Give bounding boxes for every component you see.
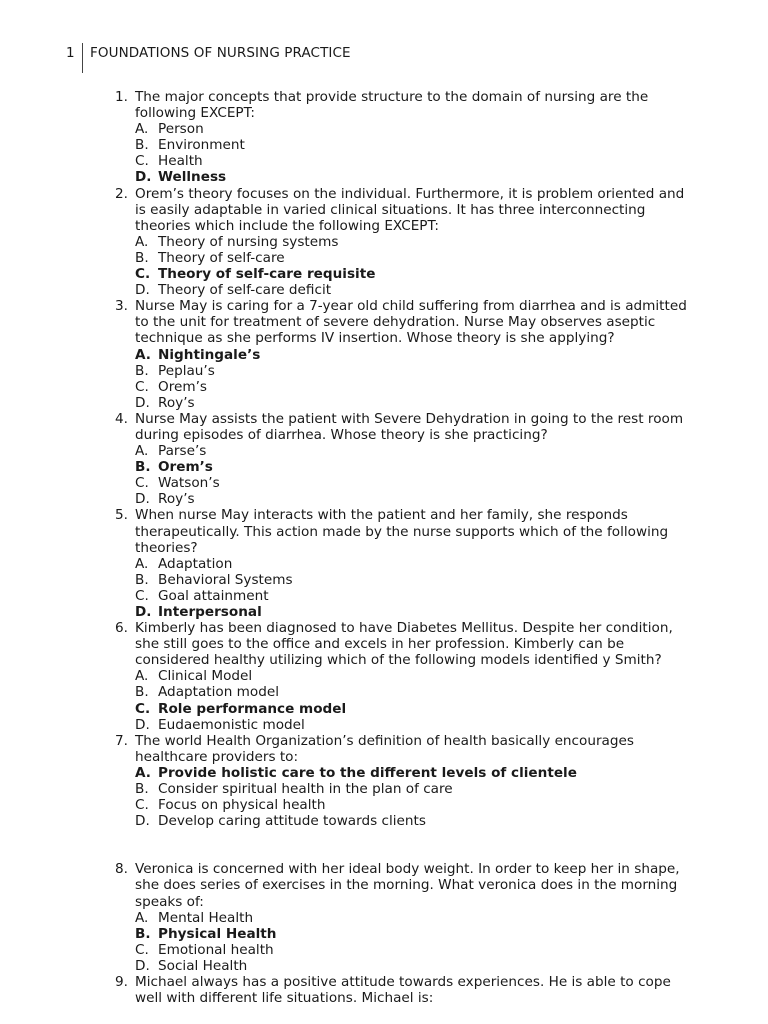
option-letter: A.	[135, 764, 151, 781]
question-stem: When nurse May interacts with the patient and her family, she responds therapeutically. This action made by the nurse supports which of the following theories?	[135, 507, 669, 556]
question-number: 8.	[115, 861, 128, 878]
answer-option	[135, 153, 688, 169]
question-item	[108, 89, 688, 186]
option-letter: D.	[135, 604, 152, 620]
answer-option	[135, 813, 688, 829]
answer-option	[135, 781, 688, 797]
option-text: Mental Health	[158, 909, 254, 926]
option-letter: C.	[135, 475, 149, 492]
answer-option	[135, 121, 688, 137]
header-divider	[82, 43, 83, 73]
option-letter: C.	[135, 378, 149, 395]
answer-option	[135, 556, 688, 572]
option-text: Roy’s	[158, 491, 195, 508]
answer-option	[135, 797, 688, 813]
answer-option	[135, 910, 688, 926]
answer-option	[135, 234, 688, 250]
answer-option-correct	[135, 604, 688, 620]
option-letter: D.	[135, 169, 152, 186]
option-letter: B.	[135, 781, 149, 798]
option-letter: C.	[135, 266, 151, 283]
question-item	[108, 620, 688, 733]
answer-option	[135, 443, 688, 459]
question-item	[108, 861, 688, 974]
option-letter: B.	[135, 684, 149, 701]
question-item	[108, 507, 688, 620]
answer-option	[135, 717, 688, 733]
page-number: 1	[66, 45, 75, 61]
option-text: Clinical Model	[158, 668, 253, 685]
option-text: Emotional health	[158, 941, 274, 958]
option-text: Theory of nursing systems	[158, 233, 339, 250]
question-stem: Nurse May assists the patient with Severe Dehydration in going to the rest room during episodes of diarrhea. Whose theory is she practicing?	[135, 410, 684, 443]
question-number: 9.	[115, 973, 128, 990]
option-text: Health	[158, 153, 203, 170]
answer-option	[135, 475, 688, 491]
answer-option	[135, 572, 688, 588]
option-text: Environment	[158, 137, 245, 154]
option-text: Orem’s	[158, 459, 213, 476]
option-letter: C.	[135, 941, 149, 958]
option-letter: C.	[135, 797, 149, 814]
answer-option-correct	[135, 926, 688, 942]
option-letter: D.	[135, 957, 150, 974]
option-text: Roy’s	[158, 394, 195, 411]
option-text: Nightingale’s	[158, 346, 261, 363]
option-text: Watson’s	[158, 475, 220, 492]
question-number: 1.	[115, 89, 128, 105]
option-letter: B.	[135, 137, 149, 154]
option-letter: A.	[135, 909, 149, 926]
option-letter: D.	[135, 394, 150, 411]
answer-option	[135, 942, 688, 958]
question-number: 3.	[115, 298, 128, 315]
option-text: Goal attainment	[158, 587, 269, 604]
option-letter: C.	[135, 700, 151, 717]
option-letter: A.	[135, 121, 149, 138]
page-title: FOUNDATIONS OF NURSING PRACTICE	[90, 45, 351, 61]
option-letter: B.	[135, 362, 149, 379]
option-text: Person	[158, 121, 204, 138]
option-letter: D.	[135, 282, 150, 299]
page-header	[66, 43, 351, 73]
answer-option	[135, 395, 688, 411]
option-text: Parse’s	[158, 443, 207, 460]
answer-option	[135, 250, 688, 266]
question-number: 6.	[115, 620, 128, 637]
option-text: Wellness	[158, 169, 227, 186]
option-text: Physical Health	[158, 925, 277, 942]
option-letter: C.	[135, 587, 149, 604]
option-letter: A.	[135, 555, 149, 572]
question-item	[108, 186, 688, 299]
option-letter: D.	[135, 491, 150, 508]
option-letter: D.	[135, 813, 150, 830]
option-letter: D.	[135, 716, 150, 733]
answer-option-correct	[135, 169, 688, 185]
option-letter: A.	[135, 233, 149, 250]
section-spacer	[108, 829, 688, 861]
question-stem: The major concepts that provide structure to the domain of nursing are the following EXCEPT:	[135, 89, 649, 122]
option-text: Orem’s	[158, 378, 207, 395]
answer-option-correct	[135, 765, 688, 781]
answer-option	[135, 668, 688, 684]
option-letter: B.	[135, 571, 149, 588]
option-text: Provide holistic care to the different levels of clientele	[158, 764, 577, 781]
answer-option	[135, 958, 688, 974]
question-number: 5.	[115, 507, 128, 524]
answer-option	[135, 588, 688, 604]
answer-option	[135, 379, 688, 395]
option-text: Develop caring attitude towards clients	[158, 813, 426, 830]
question-stem: The world Health Organization’s definition of health basically encourages healthcare providers to:	[135, 732, 634, 765]
answer-option-correct	[135, 266, 688, 282]
option-text: Social Health	[158, 957, 248, 974]
answer-option-correct	[135, 347, 688, 363]
option-letter: A.	[135, 346, 151, 363]
question-number: 4.	[115, 410, 128, 427]
answer-option-correct	[135, 701, 688, 717]
question-stem: Kimberly has been diagnosed to have Diabetes Mellitus. Despite her condition, she still goes to the office and excels in her profession. Kimberly can be considered healthy utilizing which of the following models identified y Smith?	[135, 620, 673, 669]
question-item	[108, 298, 688, 411]
question-item	[108, 733, 688, 830]
question-stem: Orem’s theory focuses on the individual. Furthermore, it is problem oriented and is easily adaptable in varied clinical situations. It has three interconnecting theories which include the following EXCEPT:	[135, 185, 685, 234]
option-letter: B.	[135, 925, 151, 942]
answer-option	[135, 137, 688, 153]
option-text: Theory of self-care deficit	[158, 282, 332, 299]
option-letter: C.	[135, 153, 149, 170]
option-letter: B.	[135, 459, 151, 476]
answer-option-correct	[135, 459, 688, 475]
answer-option	[135, 491, 688, 507]
question-item	[108, 411, 688, 508]
question-number: 7.	[115, 732, 128, 749]
question-item	[108, 974, 688, 1006]
option-text: Theory of self-care	[158, 249, 285, 266]
option-letter: A.	[135, 443, 149, 460]
option-text: Theory of self-care requisite	[158, 266, 376, 283]
option-text: Peplau’s	[158, 362, 215, 379]
option-text: Consider spiritual health in the plan of care	[158, 781, 453, 798]
option-text: Adaptation	[158, 555, 233, 572]
option-text: Interpersonal	[158, 604, 262, 620]
question-stem: Nurse May is caring for a 7-year old child suffering from diarrhea and is admitted to the unit for treatment of severe dehydration. Nurse May observes aseptic technique as she performs IV insertion. Whose theory is she applying?	[135, 298, 687, 347]
option-text: Behavioral Systems	[158, 571, 293, 588]
question-stem: Michael always has a positive attitude towards experiences. He is able to cope well with different life situations. Michael is:	[135, 973, 671, 1007]
answer-option	[135, 282, 688, 298]
option-text: Eudaemonistic model	[158, 716, 305, 733]
question-stem: Veronica is concerned with her ideal body weight. In order to keep her in shape, she does series of exercises in the morning. What veronica does in the morning speaks of:	[135, 861, 680, 910]
answer-option	[135, 684, 688, 700]
option-letter: A.	[135, 668, 149, 685]
answer-option	[135, 363, 688, 379]
question-list	[108, 89, 688, 1006]
option-letter: B.	[135, 249, 149, 266]
option-text: Adaptation model	[158, 684, 279, 701]
option-text: Focus on physical health	[158, 797, 326, 814]
question-number: 2.	[115, 185, 128, 202]
option-text: Role performance model	[158, 700, 347, 717]
